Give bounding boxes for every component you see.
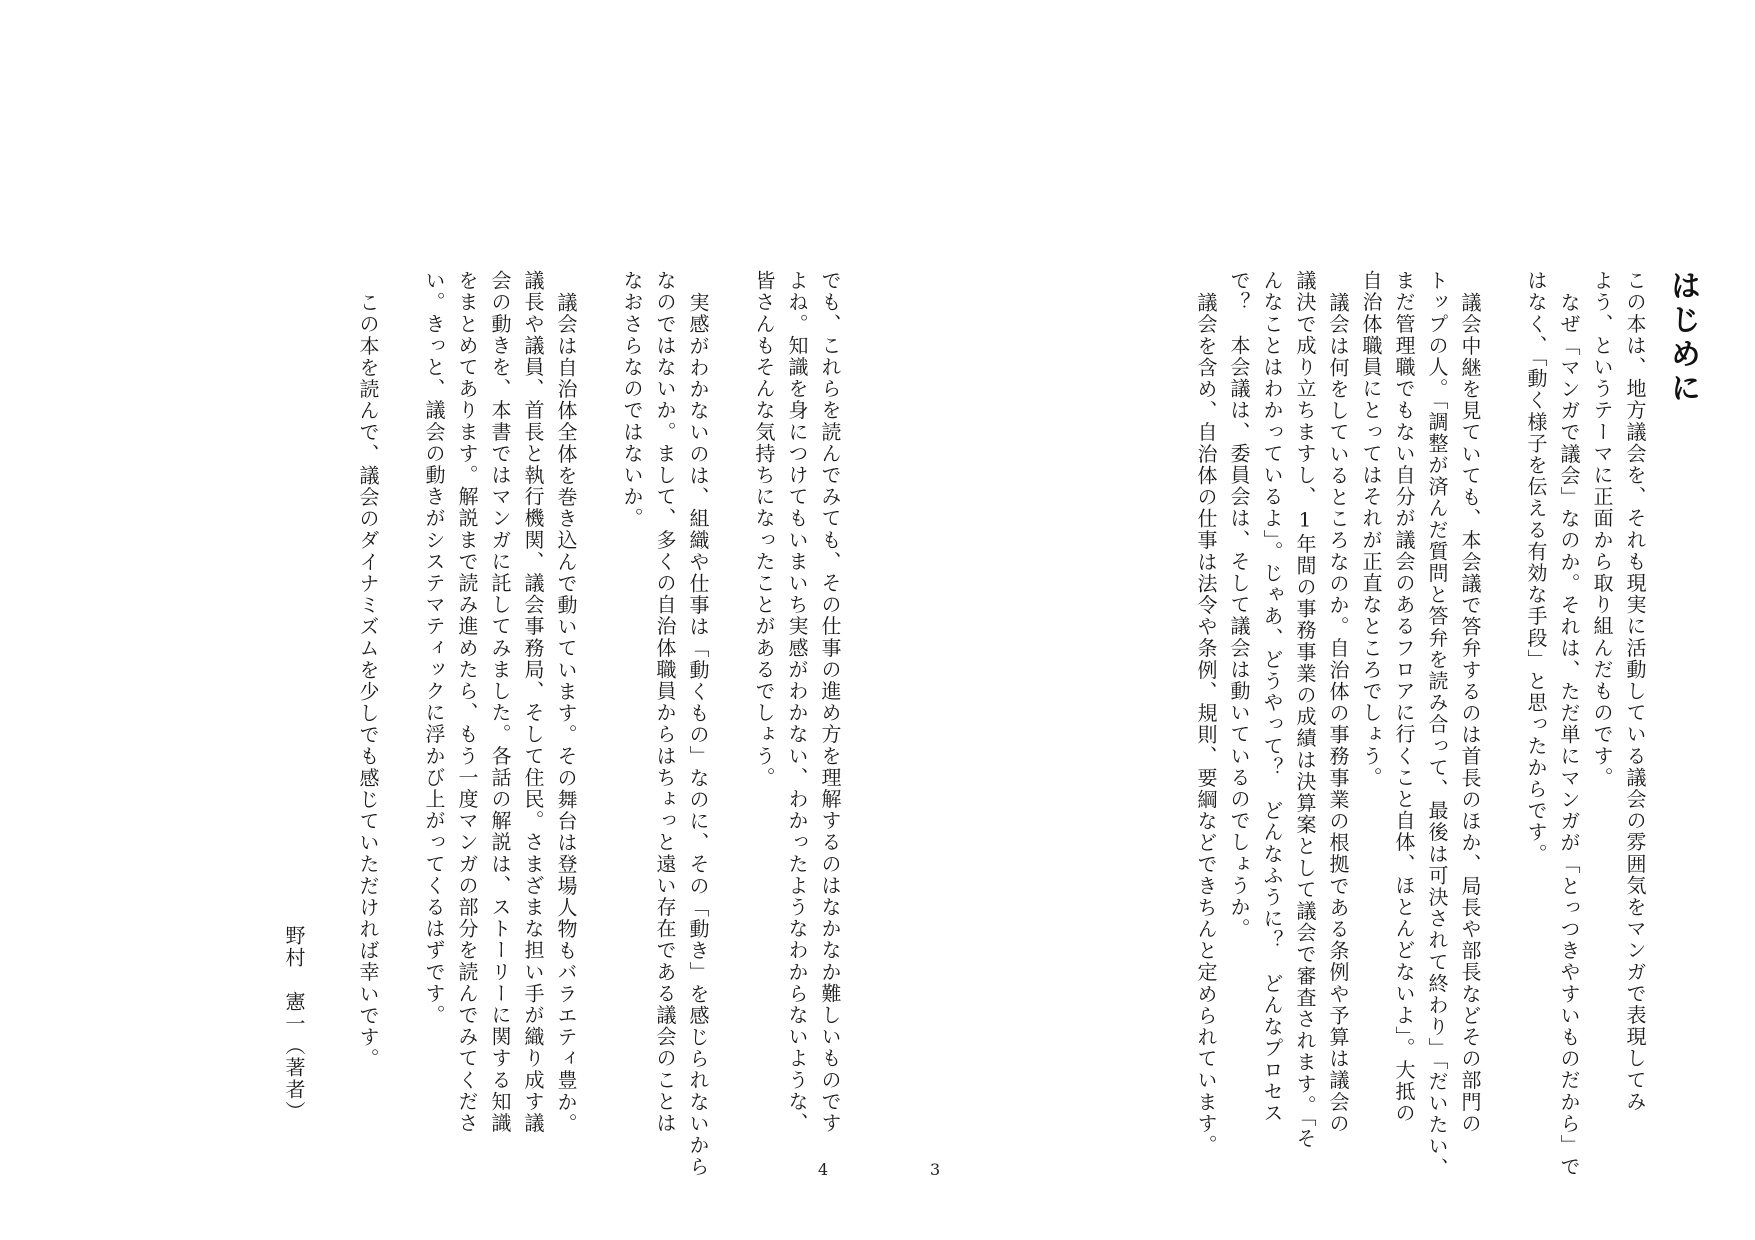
body-line-11: んなことはわかっているよ」。じゃあ、どうやって？ どんなふうに？ どんなプロセス bbox=[1260, 270, 1284, 1124]
body-line-19: なおさらなのではないか。 bbox=[620, 270, 644, 530]
body-line-15: よね。知識を身につけてもいまいち実感がわかない、わかったようなわからないような、 bbox=[785, 270, 809, 1134]
body-line-21: 議長や議員、首長と執行機関、議会事務局、そして住民。さまざまな担い手が織り成す議 bbox=[521, 270, 545, 1134]
body-line-6: トップの人。「調整が済んだ質問と答弁を読み合って、最後は可決されて終わり」「だいたい、 bbox=[1425, 270, 1449, 1179]
body-line-17: 実感がわかないのは、組織や仕事は「動くもの」なのに、その「動き」を感じられないから bbox=[686, 292, 710, 1178]
body-line-14: でも、これらを読んでみても、その仕事の進め方を理解するのはなかなか難しいものです bbox=[818, 270, 842, 1134]
body-line-18: なのではないか。まして、多くの自治体職員からはちょっと遠い存在である議会のことは bbox=[653, 270, 677, 1134]
body-line-25: この本を読んで、議会のダイナミズムを少しでも感じていただければ幸いです。 bbox=[356, 292, 380, 1070]
body-line-23: をまとめてあります。解説まで読み進めたら、もう一度マンガの部分を読んでみてくださ bbox=[455, 270, 479, 1134]
body-line-1: この本は、地方議会を、それも現実に活動している議会の雰囲気をマンガで表現してみ bbox=[1623, 270, 1647, 1113]
page-number-right: 3 bbox=[930, 1160, 941, 1179]
page-title: はじめに bbox=[1665, 270, 1700, 406]
body-line-16: 皆さんもそんな気持ちになったことがあるでしょう。 bbox=[752, 270, 776, 789]
right-page bbox=[965, 270, 1705, 1179]
body-line-9: 議会は何をしているところなのか。自治体の事務事業の根拠である条例や予算は議会の bbox=[1326, 292, 1350, 1135]
body-line-13: 議会を含め、自治体の仕事は法令や条例、規則、要綱などできちんと定められています。 bbox=[1194, 292, 1218, 1156]
body-line-12: で？ 本会議は、委員会は、そして議会は動いているのでしょうか。 bbox=[1227, 270, 1251, 940]
left-page bbox=[140, 270, 842, 1178]
body-line-3: なぜ「マンガで議会」なのか。それは、ただ単にマンガが「とっつきやすいものだから」で bbox=[1557, 292, 1581, 1178]
body-line-7: まだ管理職でもない自分が議会のあるフロアに行くこと自体、ほとんどないよ」。大抵の bbox=[1392, 270, 1416, 1124]
body-line-4: はなく、「動く様子を伝える有効な手段」と思ったからです。 bbox=[1524, 270, 1548, 865]
page-number-left: 4 bbox=[818, 1160, 829, 1179]
body-line-22: 会の動きを、本書ではマンガに託してみました。各話の解説は、ストーリーに関する知識 bbox=[488, 270, 512, 1134]
body-line-20: 議会は自治体全体を巻き込んで動いています。その舞台は登場人物もバラエティ豊か。 bbox=[554, 292, 578, 1135]
body-line-24: い。きっと、議会の動きがシステマティックに浮かび上がってくるはずです。 bbox=[422, 270, 446, 1026]
body-line-5: 議会中継を見ていても、本会議で答弁するのは首長のほか、局長や部長などその部門の bbox=[1458, 292, 1482, 1135]
author-signature: 野村 憲一（著者） bbox=[282, 925, 306, 1123]
body-line-2: よう、というテーマに正面から取り組んだものです。 bbox=[1590, 270, 1614, 789]
body-line-10: 議決で成り立ちますし、1年間の事務事業の成績は決算案として議会で審査されます。「そ bbox=[1293, 270, 1317, 1150]
body-line-8: 自治体職員にとってはそれが正直なところでしょう。 bbox=[1359, 270, 1383, 789]
